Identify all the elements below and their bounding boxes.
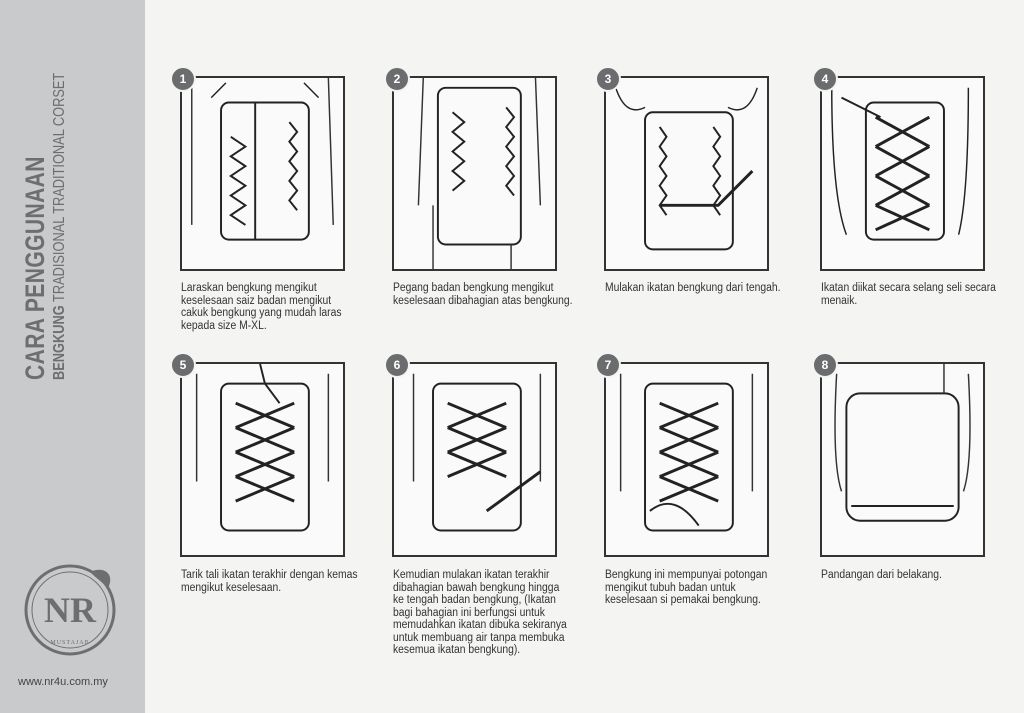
step-7-illustration xyxy=(604,362,769,557)
subtitle-rest: TRADISIONAL TRADITIONAL CORSET xyxy=(51,72,68,306)
step-3-illustration xyxy=(604,76,769,271)
step-4-badge: 4 xyxy=(812,66,838,92)
logo-letters: NR xyxy=(44,590,96,630)
step-6-caption: Kemudian mulakan ikatan terakhir dibahagian bawah bengkung hingga ke tengah badan bengkung, (Ikatan bagi bahagian ini berfungsi untuk memudahkan ikatan dibuka sekiranya untuk membuang air tanpa membuka kesemua ikatan bengkung). xyxy=(393,569,567,656)
step-2-caption: Pegang badan bengkung mengikut keselesaan dibahagian atas bengkung. xyxy=(393,282,573,307)
step-5-caption: Tarik tali ikatan terakhir dengan kemas mengikut keselesaan. xyxy=(181,569,358,594)
logo-brand: MUSTAJAB xyxy=(50,640,90,646)
step-4-illustration xyxy=(820,76,985,271)
step-6-badge: 6 xyxy=(384,352,410,378)
step-7-badge: 7 xyxy=(595,352,621,378)
page-subtitle xyxy=(50,72,70,380)
website-url: www.nr4u.com.my xyxy=(18,676,108,688)
step-8-badge: 8 xyxy=(812,352,838,378)
step-6-illustration xyxy=(392,362,557,557)
vertical-title-block xyxy=(20,20,130,380)
step-1-illustration xyxy=(180,76,345,271)
step-5-badge: 5 xyxy=(170,352,196,378)
subtitle-bold: BENGKUNG xyxy=(51,305,68,380)
step-1-badge: 1 xyxy=(170,66,196,92)
step-2-illustration xyxy=(392,76,557,271)
step-7-caption: Bengkung ini mempunyai potongan mengikut tubuh badan untuk keselesaan si pemakai bengkung. xyxy=(605,569,768,606)
step-1-caption: Laraskan bengkung mengikut keselesaan saiz badan mengikut cakuk bengkung yang mudah laras kepada size M-XL. xyxy=(181,282,342,332)
step-8-illustration xyxy=(820,362,985,557)
page-title: CARA PENGGUNAAN xyxy=(20,156,50,380)
nr-logo xyxy=(20,560,120,660)
step-8-caption: Pandangan dari belakang. xyxy=(821,569,942,581)
sidebar xyxy=(0,0,145,713)
step-3-caption: Mulakan ikatan bengkung dari tengah. xyxy=(605,282,781,294)
step-3-badge: 3 xyxy=(595,66,621,92)
step-5-illustration xyxy=(180,362,345,557)
step-4-caption: Ikatan diikat secara selang seli secara menaik. xyxy=(821,282,996,307)
step-2-badge: 2 xyxy=(384,66,410,92)
